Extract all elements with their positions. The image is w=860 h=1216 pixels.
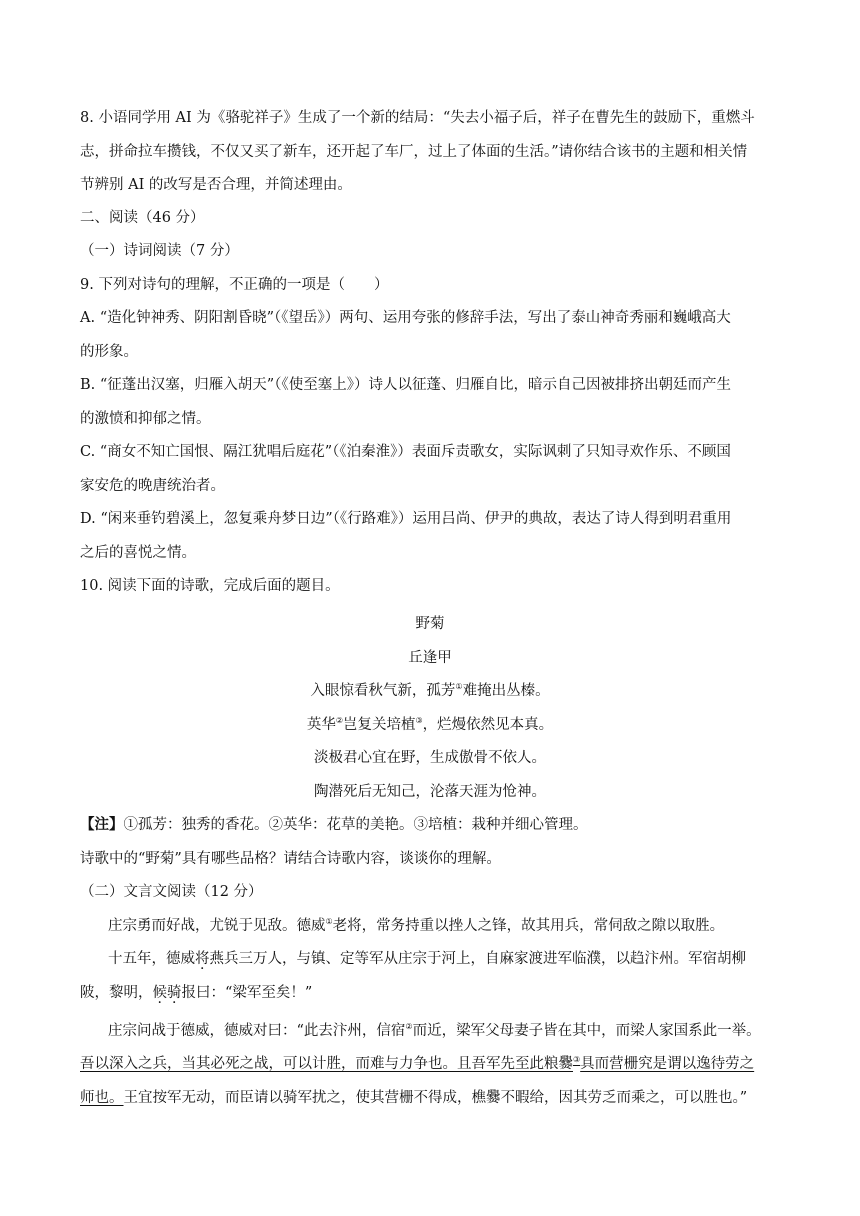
q9-option-d-line-1: D. “闲来垂钓碧溪上，忽复乘舟梦日边”（《行路难》）运用吕尚、伊尹的典故，表达了诗人得到明君重用 (80, 511, 732, 527)
poem-line-3: 淡极君心宜在野，生成傲骨不依人。 (314, 750, 546, 766)
q9-option-a-line-2: 的形象。 (80, 344, 138, 360)
classical-paragraph-2-line-1: 十五年，德威将燕兵三万人，与镇、定等军从庄宗于河上，自麻家渡进军临濮，以趋汴州。军宿胡柳 (108, 951, 746, 967)
classical-paragraph-1: 庄宗勇而好战，尤锐于见敌。德威①老将，常务持重以挫人之锋，故其用兵，常伺敌之隙以取胜。 (108, 917, 725, 934)
poem-author: 丘逢甲 (408, 650, 452, 666)
q10-question: 诗歌中的“野菊”具有哪些品格？请结合诗歌内容，谈谈你的理解。 (80, 851, 501, 867)
poem-note: 【注】①孤芳：独秀的香花。②英华：花草的美艳。③培植：栽种并细心管理。 (80, 816, 588, 833)
poem-line-1: 入眼惊看秋气新，孤芳①难掩出丛榛。 (310, 682, 550, 699)
section-reading-heading: 二、阅读（46 分） (80, 210, 205, 226)
q10-stem: 10. 阅读下面的诗歌，完成后面的题目。 (80, 578, 340, 594)
classical-paragraph-3-line-1: 庄宗问战于德威，德威对曰：“此去汴州，信宿②而近，梁军父母妻子皆在其中，而梁人家国系此一举。 (108, 1022, 761, 1039)
q9-option-d-line-2: 之后的喜悦之情。 (80, 545, 196, 561)
classical-paragraph-3-line-3: 师也。王宜按军无动，而臣请以骑军扰之，使其营栅不得成，樵爨不暇给，因其劳乏而乘之，可以胜也。” (80, 1090, 748, 1106)
q8-line-3: 节辨别 AI 的改写是否合理，并简述理由。 (80, 177, 352, 193)
poem-line-2: 英华②岂复关培植③，烂熳依然见本真。 (306, 716, 554, 733)
poem-title: 野菊 (415, 616, 445, 632)
q9-option-b-line-1: B. “征蓬出汉塞，归雁入胡天”（《使至塞上》）诗人以征蓬、归雁自比，暗示自己因被排挤出朝廷而产生 (80, 377, 731, 393)
q8-line-2: 志，拼命拉车攒钱，不仅又买了新车，还开起了车厂，过上了体面的生活。”请你结合该书的主题和相关情 (80, 144, 748, 160)
q9-option-a-line-1: A. “造化钟神秀、阴阳割昏晓”（《望岳》）两句、运用夸张的修辞手法，写出了泰山神奇秀丽和巍峨高大 (80, 310, 731, 326)
poem-line-4: 陶潜死后无知己，沦落天涯为怆神。 (314, 784, 546, 800)
classical-paragraph-3-line-2: 吾以深入之兵，当其必死之战，可以计胜，而难与力争也。且吾军先至此粮爨③具而营栅究是谓以逸待劳之 (80, 1055, 755, 1072)
q9-stem: 9. 下列对诗句的理解，不正确的一项是（ ） (80, 277, 389, 293)
q9-option-b-line-2: 的激愤和抑郁之情。 (80, 411, 211, 427)
subsection-poetry-heading: （一）诗词阅读（7 分） (80, 243, 239, 259)
q8-line-1: 8. 小语同学用 AI 为《骆驼祥子》生成了一个新的结局：“失去小福子后，祥子在曹先生的鼓励下，重燃斗 (80, 110, 755, 126)
q9-option-c-line-1: C. “商女不知亡国恨、隔江犹唱后庭花”（《泊秦淮》）表面斥责歌女，实际讽刺了只知寻欢作乐、不顾国 (80, 444, 731, 460)
q9-option-c-line-2: 家安危的晚唐统治者。 (80, 478, 225, 494)
classical-paragraph-2-line-2: 陂，黎明，候骑报曰：“梁军至矣！” (80, 985, 313, 1001)
subsection-classical-heading: （二）文言文阅读（12 分） (80, 884, 263, 900)
